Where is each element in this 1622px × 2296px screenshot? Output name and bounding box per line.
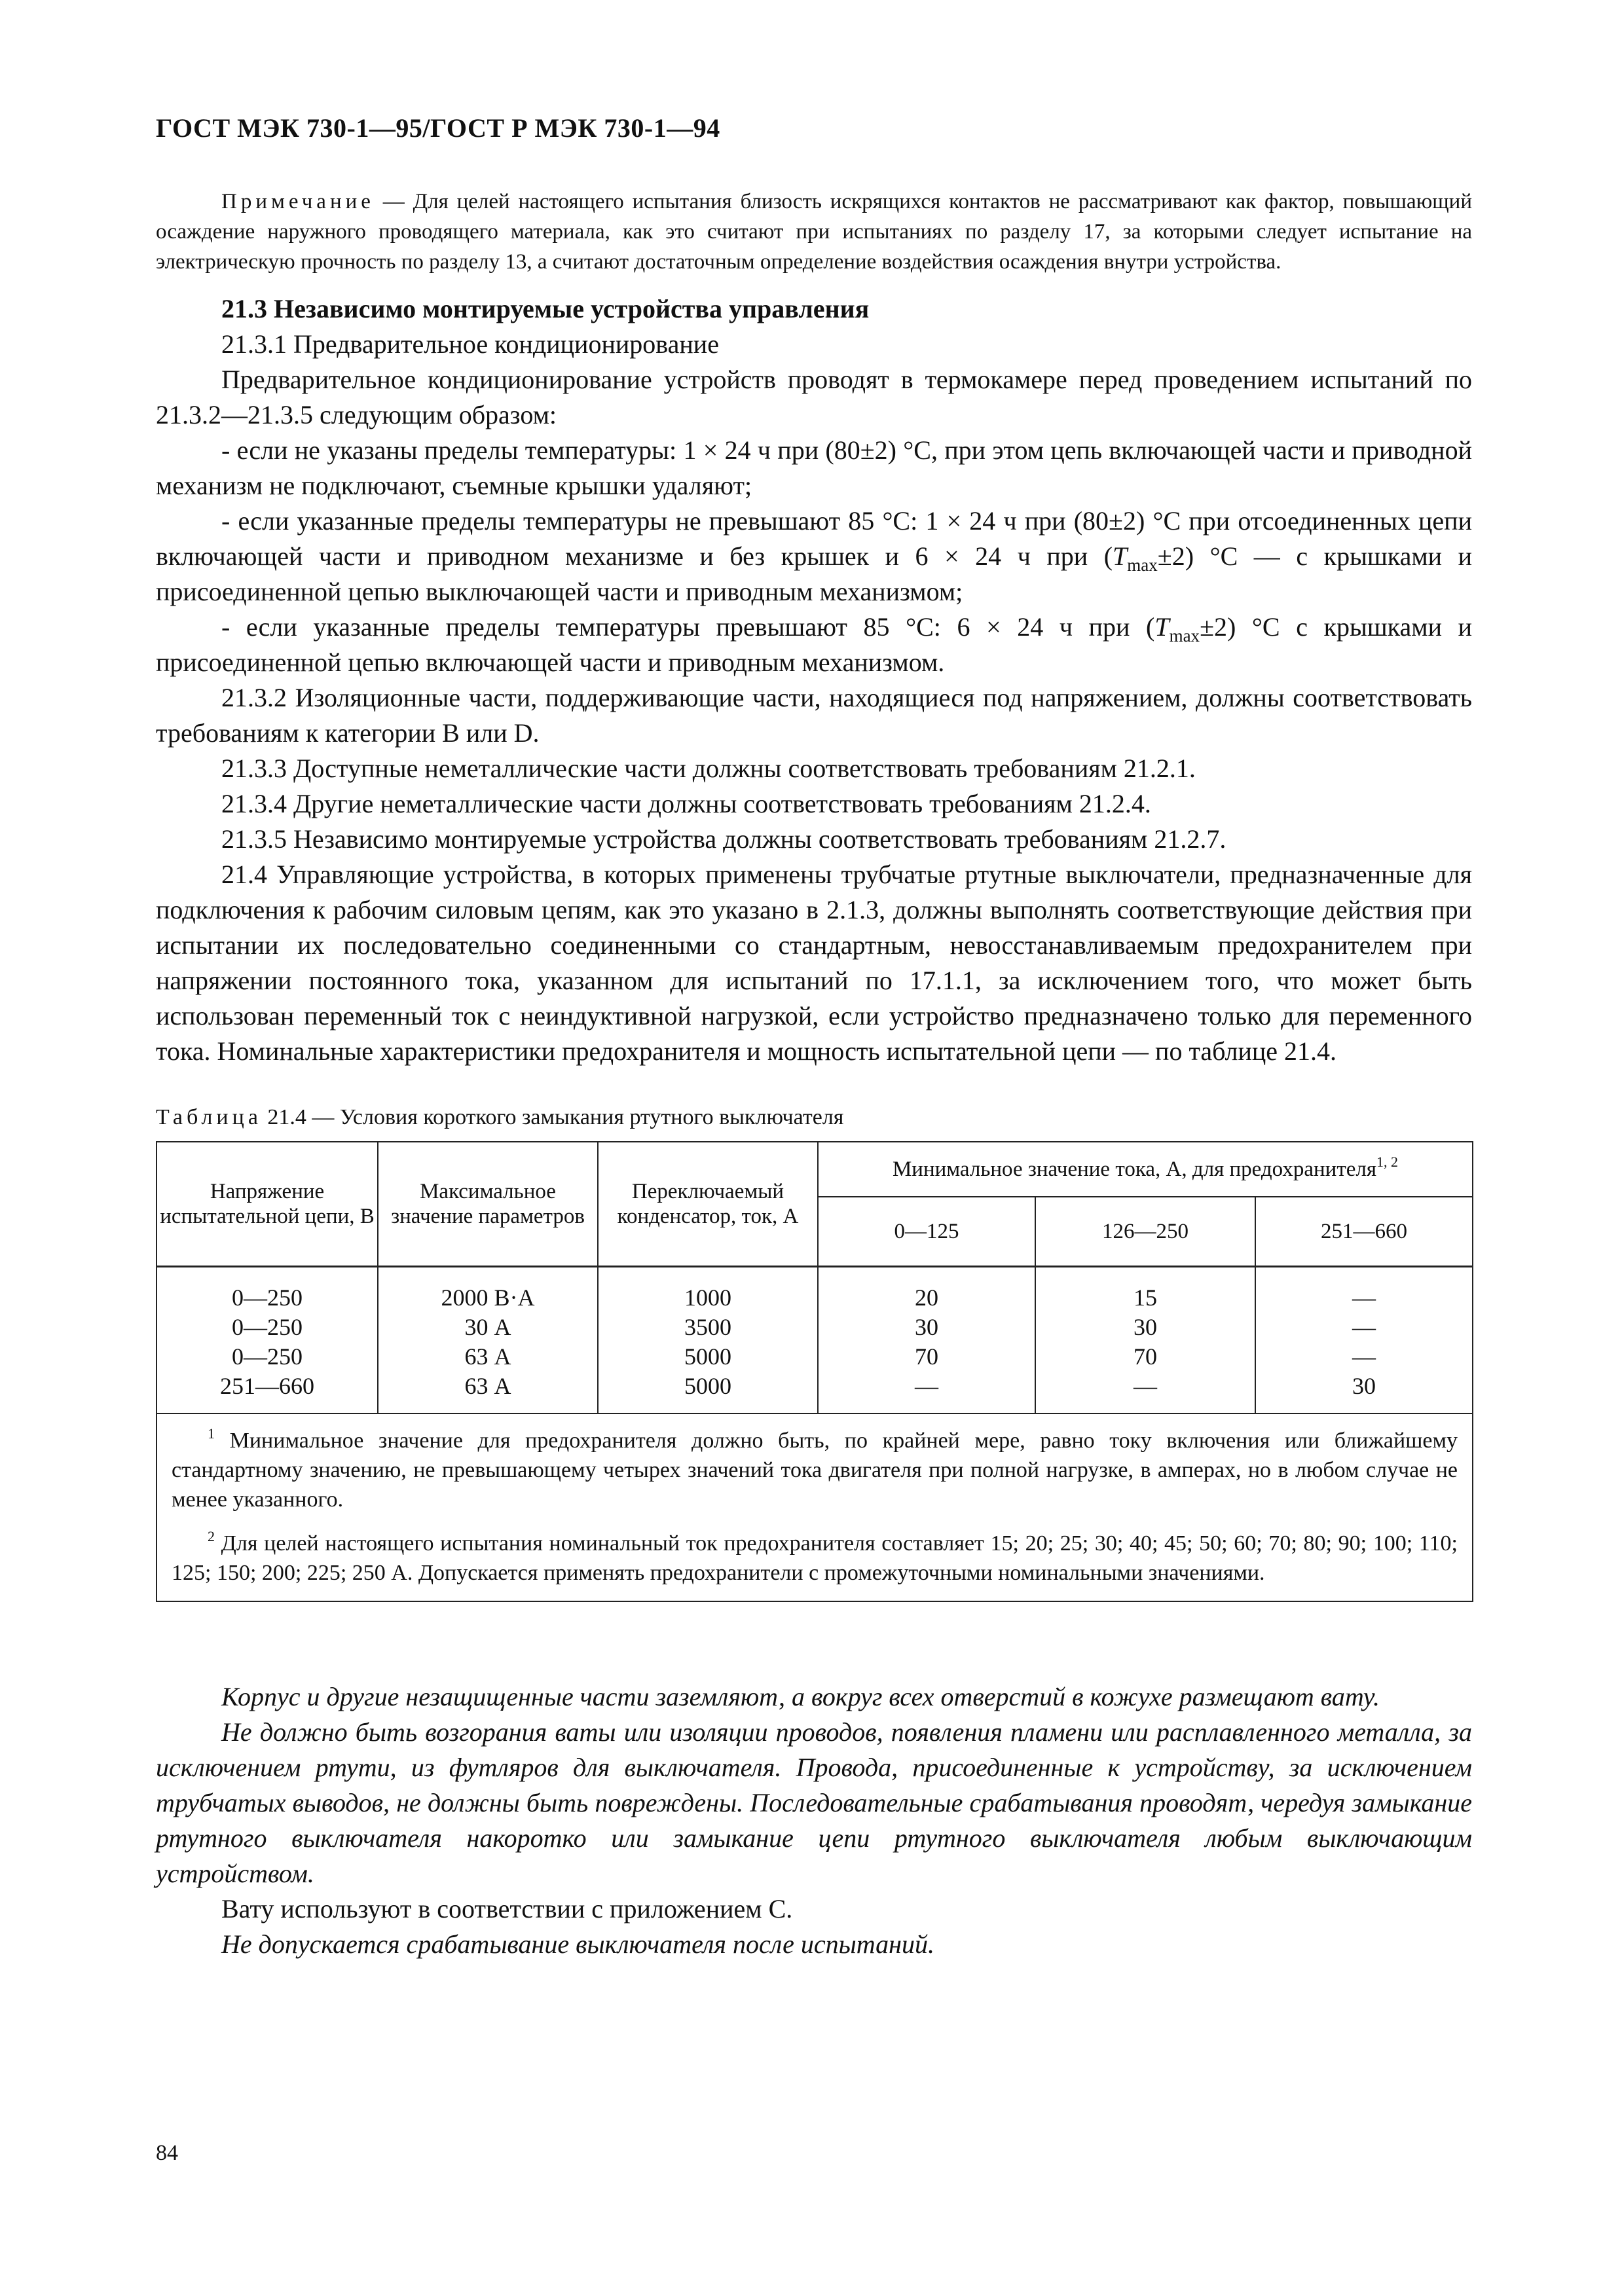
t-symbol: T (1113, 541, 1128, 571)
closing-block (156, 1679, 1472, 1962)
table-cell: — (915, 1372, 938, 1399)
table-caption-text: 21.4 — Условия короткого замыкания ртутного выключателя (261, 1105, 844, 1129)
paragraph-21-3-5: 21.3.5 Независимо монтируемые устройства должны соответствовать требованиям 21.2.7. (221, 824, 1226, 854)
table-caption (156, 1103, 1472, 1132)
bullet-below-85 (156, 503, 1472, 610)
table-cell: 70 (1134, 1343, 1157, 1370)
table-cell: 1000 (684, 1284, 731, 1311)
footnote-1 (172, 1426, 1458, 1514)
header-min-current (818, 1142, 1473, 1197)
bullet-above-85-a: - если указанные пределы температуры превышают 85 °С: 6 × 24 ч при ( (221, 612, 1155, 642)
paragraph-21-3-4: 21.3.4 Другие неметаллические части должны соответствовать требованиям 21.2.4. (221, 789, 1151, 818)
table-cell: 5000 (684, 1372, 731, 1399)
paragraph-21-3-2: 21.3.2 Изоляционные части, поддерживающие части, находящиеся под напряжением, должны соответствовать требованиям к категории В или D. (156, 683, 1472, 748)
section-title-21-3: 21.3 Независимо монтируемые устройства управления (221, 294, 870, 323)
header-min-current-text: Минимальное значение тока, А, для предохранителя (892, 1157, 1377, 1181)
table-cell: — (1352, 1343, 1376, 1370)
column-voltage-values (157, 1266, 378, 1413)
table-cell: 5000 (684, 1343, 731, 1370)
closing-no-operation: Не допускается срабатывание выключателя после испытаний. (221, 1929, 934, 1959)
document-header: ГОСТ МЭК 730-1—95/ГОСТ Р МЭК 730-1—94 (156, 113, 720, 143)
footnote-1-mark: 1 (208, 1425, 215, 1442)
t-subscript: max (1169, 626, 1200, 646)
table-cell: 30 (915, 1313, 938, 1340)
closing-requirements: Не должно быть возгорания ваты или изоляции проводов, появления пламени или расплавленного металла, за исключением ртути, из футляров для выключателя. Провода, присоединенные к устройству, за исключением трубчатых выводов, не должны быть повреждены. Последовательные срабатывания проводят, чередуя замыкание ртутного выключателя накоротко или замыкание цепи ртутного выключателя любым выключающим устройством. (156, 1717, 1472, 1888)
table-cell: 30 А (464, 1313, 511, 1340)
bullet-below-85-a: - если указанные пределы температуры не превышают 85 °С: 1 × 24 ч при (80±2) °С при отсоединенных цепи включающей части и приводном механизме и без крышек и 6 × 24 ч при ( (156, 506, 1472, 571)
paragraph-21-3-3: 21.3.3 Доступные неметаллические части должны соответствовать требованиям 21.2.1. (221, 754, 1196, 783)
table-cell: 0—250 (232, 1313, 303, 1340)
bullet-above-85-b: ±2) °С с крышками и присоединенной цепью включающей части и приводным механизмом. (156, 612, 1472, 677)
header-min-current-sup: 1, 2 (1376, 1154, 1399, 1170)
header-max-value: Максимальное значение параметров (378, 1142, 598, 1266)
table-cell: 30 (1134, 1313, 1157, 1340)
t-subscript: max (1127, 555, 1158, 575)
bullet-no-limits: - если не указаны пределы температуры: 1 × 24 ч при (80±2) °С, при этом цепь включающей части и приводной механизм не подключают, съемные крышки удаляют; (156, 435, 1472, 500)
header-voltage: Напряжение испытательной цепи, В (157, 1142, 378, 1266)
table-cell: — (1134, 1372, 1157, 1399)
closing-cotton: Вату используют в соответствии с приложением С. (221, 1893, 793, 1923)
table-footnotes (157, 1413, 1473, 1601)
column-range-0-125-values (818, 1266, 1035, 1413)
footnote-2-text: Для целей настоящего испытания номинальный ток предохранителя составляет 15; 20; 25; 30; 40; 45; 50; 60; 70; 80; 90; 100; 110; 125; 150; 200; 225; 250 А. Допускается применять предохранители с промежуточными номинальными значениями. (172, 1531, 1458, 1585)
table-cell: 3500 (684, 1313, 731, 1340)
table-caption-label: Таблица (156, 1105, 262, 1129)
table-cell: 30 (1352, 1372, 1376, 1399)
header-range-0-125: 0—125 (818, 1197, 1035, 1266)
footnote-1-text: Минимальное значение для предохранителя должно быть, по крайней мере, равно току включения или ближайшему стандартному значению, не превышающему четырех значений тока двигателя при полной нагрузке, в амперах, но в любом случае не менее указанного. (172, 1428, 1458, 1512)
table-cell: 0—250 (232, 1284, 303, 1311)
column-capacitor-values (598, 1266, 818, 1413)
table-cell: 15 (1134, 1284, 1157, 1311)
table-cell: 2000 В·А (441, 1284, 535, 1311)
footnote-2-mark: 2 (208, 1527, 215, 1544)
t-symbol: T (1154, 612, 1170, 642)
bullet-above-85 (156, 610, 1472, 680)
page-content (156, 187, 1472, 1962)
paragraph-preconditioning: Предварительное кондиционирование устройств проводят в термокамере перед проведением испытаний по 21.3.2—21.3.5 следующим образом: (156, 365, 1472, 429)
column-max-values (378, 1266, 598, 1413)
table-cell: 70 (915, 1343, 938, 1370)
column-range-126-250-values (1035, 1266, 1255, 1413)
table-cell: — (1352, 1313, 1376, 1340)
table-cell: 20 (915, 1284, 938, 1311)
paragraph-21-3-1: 21.3.1 Предварительное кондиционирование (221, 329, 719, 359)
table-cell: 0—250 (232, 1343, 303, 1370)
note-label: Примечание (221, 190, 375, 213)
table-cell: 63 А (464, 1343, 511, 1370)
footnote-2 (172, 1529, 1458, 1588)
closing-earthing: Корпус и другие незащищенные части заземляют, а вокруг всех отверстий в кожухе размещают вату. (221, 1681, 1380, 1711)
header-range-126-250: 126—250 (1035, 1197, 1255, 1266)
table-cell: 251—660 (220, 1372, 314, 1399)
header-capacitor: Переключаемый конденсатор, ток, А (598, 1142, 818, 1266)
header-range-251-660: 251—660 (1255, 1197, 1473, 1266)
bullet-below-85-b: ±2) °С — с крышками и присоединенной цепью выключающей части и приводным механизмом; (156, 541, 1472, 606)
page-number: 84 (156, 2141, 178, 2165)
note-paragraph (156, 187, 1472, 277)
column-range-251-660-values (1255, 1266, 1473, 1413)
note-text: — Для целей настоящего испытания близость искрящихся контактов не рассматривают как фактор, повышающий осаждение наружного проводящего материала, как это считают при испытаниях по разделу 17, за которыми следует испытание на электрическую прочность по разделу 13, а считают достаточным определение воздействия осаждения внутри устройства. (156, 190, 1472, 274)
table-cell: 63 А (464, 1372, 511, 1399)
table-cell: — (1352, 1284, 1376, 1311)
paragraph-21-4: 21.4 Управляющие устройства, в которых применены трубчатые ртутные выключатели, предназначенные для подключения к рабочим силовым цепям, как это указано в 2.1.3, должны выполнять соответствующие действия при испытании их последовательно соединенными со стандартным, невосстанавливаемым предохранителем при напряжении постоянного тока, указанном для испытаний по 17.1.1, за исключением того, что может быть использован переменный ток с неиндуктивной нагрузкой, если устройство предназначено только для переменного тока. Номинальные характеристики предохранителя и мощность испытательной цепи — по таблице 21.4. (156, 860, 1472, 1066)
table-21-4 (156, 1141, 1473, 1602)
